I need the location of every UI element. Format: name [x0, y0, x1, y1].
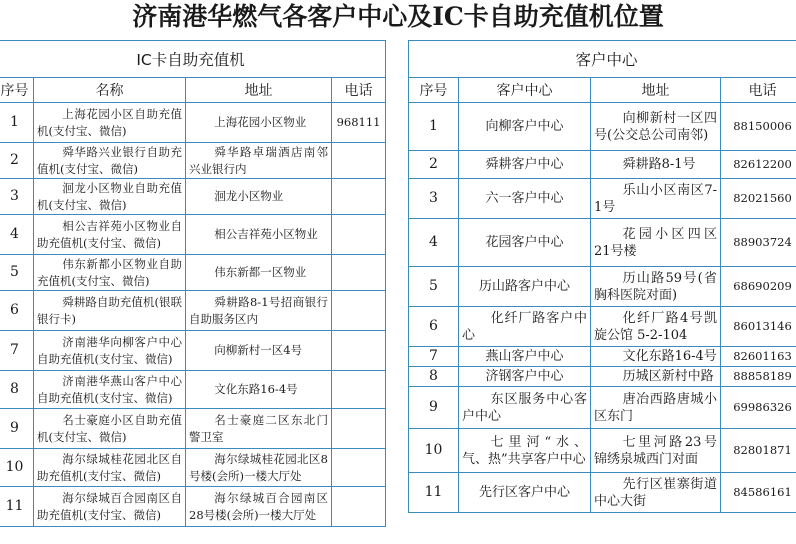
- row-number: 8: [0, 371, 34, 409]
- center-address: 文化东路16-4号: [591, 347, 721, 367]
- center-name: 历山路客户中心: [459, 267, 591, 307]
- center-address: 花园小区四区21号楼: [591, 219, 721, 267]
- table-row: [409, 473, 796, 513]
- customer-center-table-body: [409, 103, 796, 513]
- table-row: [0, 409, 386, 449]
- center-col-name: 客户中心: [459, 78, 591, 103]
- machine-address: 海尔绿城桂花园北区8号楼(会所)一楼大厅处: [186, 449, 332, 487]
- phone-cell-empty: [332, 255, 386, 291]
- phone-cell-empty: [332, 143, 386, 179]
- center-name: 燕山客户中心: [459, 347, 591, 367]
- center-address: 舜耕路8-1号: [591, 151, 721, 179]
- center-col-phone: 电话: [721, 78, 796, 103]
- phone-cell-empty: [332, 179, 386, 215]
- center-address: 唐冶西路唐城小区东门: [591, 387, 721, 429]
- center-address: 乐山小区南区7-1号: [591, 179, 721, 219]
- row-number: 6: [409, 307, 459, 347]
- row-number: 7: [0, 331, 34, 371]
- table-row: [0, 103, 386, 143]
- center-phone: 68690209: [721, 267, 796, 307]
- table-row: [0, 291, 386, 331]
- phone-cell-empty: [332, 371, 386, 409]
- table-row: [0, 487, 386, 527]
- machine-name: 洄龙小区物业自助充值机(支付宝、微信): [34, 179, 186, 215]
- center-name: 济钢客户中心: [459, 367, 591, 387]
- machine-address: 向柳新村一区4号: [186, 331, 332, 371]
- center-col-address: 地址: [591, 78, 721, 103]
- service-phone: 968111: [332, 103, 386, 143]
- center-address: 向柳新村一区四号(公交总公司南邻): [591, 103, 721, 151]
- center-name: 向柳客户中心: [459, 103, 591, 151]
- machine-address: 伟东新都一区物业: [186, 255, 332, 291]
- row-number: 4: [0, 215, 34, 255]
- row-number: 10: [0, 449, 34, 487]
- machine-name: 海尔绿城桂花园北区自助充值机(支付宝、微信): [34, 449, 186, 487]
- center-name: 先行区客户中心: [459, 473, 591, 513]
- table-row: [409, 103, 796, 151]
- ic-card-table-body: [0, 103, 386, 527]
- machine-address: 舜耕路8-1号招商银行自助服务区内: [186, 291, 332, 331]
- table-row: [0, 255, 386, 291]
- center-phone: 82612200: [721, 151, 796, 179]
- phone-cell-empty: [332, 449, 386, 487]
- row-number: 8: [409, 367, 459, 387]
- machine-address: 相公吉祥苑小区物业: [186, 215, 332, 255]
- row-number: 5: [0, 255, 34, 291]
- table-row: [409, 307, 796, 347]
- machine-name: 济南港华向柳客户中心自助充值机(支付宝、微信): [34, 331, 186, 371]
- table-row: [409, 367, 796, 387]
- machine-name: 海尔绿城百合园南区自助充值机(支付宝、微信): [34, 487, 186, 527]
- table-row: [0, 215, 386, 255]
- table-row: [0, 143, 386, 179]
- machine-name: 济南港华燕山客户中心自助充值机(支付宝、微信): [34, 371, 186, 409]
- center-address: 历城区新村中路: [591, 367, 721, 387]
- center-address: 化纤厂路4号凯旋公馆 5-2-104: [591, 307, 721, 347]
- table-row: [409, 179, 796, 219]
- center-phone: 88858189: [721, 367, 796, 387]
- center-phone: 88150006: [721, 103, 796, 151]
- table-row: [409, 429, 796, 473]
- machine-name: 相公吉祥苑小区物业自助充值机(支付宝、微信): [34, 215, 186, 255]
- ic-card-table-caption: IC卡自助充值机: [0, 41, 386, 78]
- center-phone: 82601163: [721, 347, 796, 367]
- row-number: 2: [409, 151, 459, 179]
- center-phone: 88903724: [721, 219, 796, 267]
- center-phone: 69986326: [721, 387, 796, 429]
- ic-card-col-phone: 电话: [332, 78, 386, 103]
- customer-center-table: [408, 40, 796, 513]
- machine-name: 舜耕路自助充值机(银联银行卡): [34, 291, 186, 331]
- center-phone: 84586161: [721, 473, 796, 513]
- center-name: 六一客户中心: [459, 179, 591, 219]
- row-number: 5: [409, 267, 459, 307]
- center-col-no: 序号: [409, 78, 459, 103]
- machine-name: 上海花园小区自助充值机(支付宝、微信): [34, 103, 186, 143]
- machine-address: 上海花园小区物业: [186, 103, 332, 143]
- center-address: 七里河路23号锦绣泉城西门对面: [591, 429, 721, 473]
- center-name: 舜耕客户中心: [459, 151, 591, 179]
- row-number: 10: [409, 429, 459, 473]
- center-name: 七里河“水、气、热”共享客户中心: [459, 429, 591, 473]
- table-row: [0, 331, 386, 371]
- table-row: [409, 151, 796, 179]
- phone-cell-empty: [332, 215, 386, 255]
- machine-address: 海尔绿城百合园南区28号楼(会所)一楼大厅处: [186, 487, 332, 527]
- machine-name: 名士豪庭小区自助充值机(支付宝、微信): [34, 409, 186, 449]
- row-number: 3: [0, 179, 34, 215]
- machine-address: 洄龙小区物业: [186, 179, 332, 215]
- table-row: [409, 267, 796, 307]
- phone-cell-empty: [332, 331, 386, 371]
- row-number: 9: [0, 409, 34, 449]
- ic-card-col-address: 地址: [186, 78, 332, 103]
- machine-name: 伟东新都小区物业自助充值机(支付宝、微信): [34, 255, 186, 291]
- machine-address: 名士豪庭二区东北门警卫室: [186, 409, 332, 449]
- row-number: 1: [409, 103, 459, 151]
- table-row: [409, 219, 796, 267]
- table-row: [0, 449, 386, 487]
- ic-card-col-name: 名称: [34, 78, 186, 103]
- row-number: 1: [0, 103, 34, 143]
- center-address: 先行区崔寨街道中心大街: [591, 473, 721, 513]
- center-name: 东区服务中心客户中心: [459, 387, 591, 429]
- row-number: 9: [409, 387, 459, 429]
- machine-address: 文化东路16-4号: [186, 371, 332, 409]
- center-phone: 82801871: [721, 429, 796, 473]
- center-name: 花园客户中心: [459, 219, 591, 267]
- row-number: 2: [0, 143, 34, 179]
- center-phone: 86013146: [721, 307, 796, 347]
- page-title: 济南港华燃气各客户中心及IC卡自助充值机位置: [132, 2, 664, 31]
- row-number: 4: [409, 219, 459, 267]
- table-row: [409, 347, 796, 367]
- machine-address: 舜华路卓瑞酒店南邻兴业银行内: [186, 143, 332, 179]
- row-number: 6: [0, 291, 34, 331]
- center-address: 历山路59号(省胸科医院对面): [591, 267, 721, 307]
- table-row: [409, 387, 796, 429]
- table-row: [0, 179, 386, 215]
- ic-card-table: [0, 40, 386, 527]
- phone-cell-empty: [332, 487, 386, 527]
- phone-cell-empty: [332, 409, 386, 449]
- row-number: 11: [409, 473, 459, 513]
- row-number: 7: [409, 347, 459, 367]
- customer-center-table-caption: 客户中心: [409, 41, 796, 78]
- center-phone: 82021560: [721, 179, 796, 219]
- machine-name: 舜华路兴业银行自助充值机(支付宝、微信): [34, 143, 186, 179]
- ic-card-col-no: 序号: [0, 78, 34, 103]
- table-row: [0, 371, 386, 409]
- row-number: 11: [0, 487, 34, 527]
- center-name: 化纤厂路客户中心: [459, 307, 591, 347]
- phone-cell-empty: [332, 291, 386, 331]
- row-number: 3: [409, 179, 459, 219]
